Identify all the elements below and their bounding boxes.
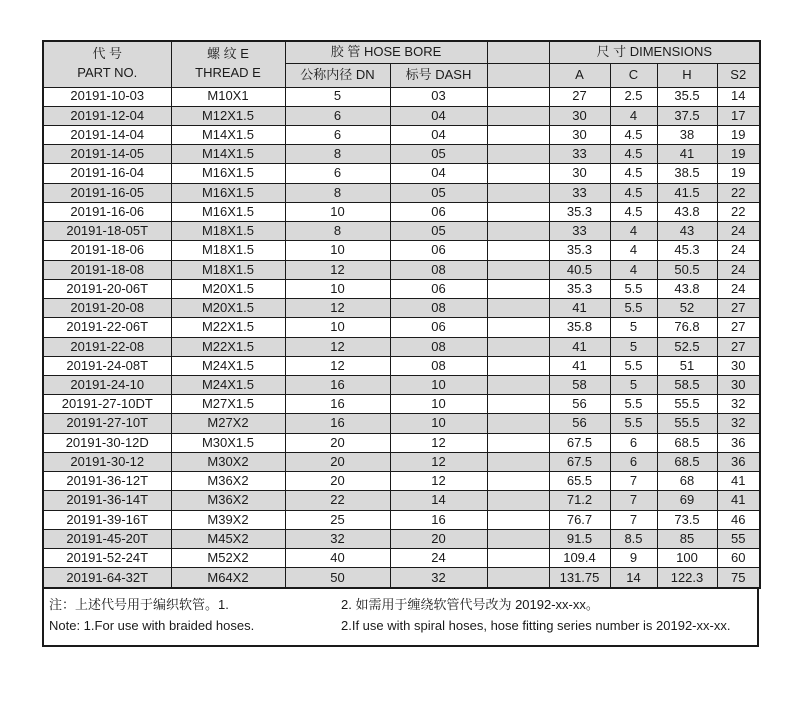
spacer-cell xyxy=(487,452,549,471)
table-cell: 20191-14-04 xyxy=(43,125,171,144)
table-cell: 45.3 xyxy=(657,241,717,260)
table-cell: 12 xyxy=(285,337,390,356)
table-cell: M24X1.5 xyxy=(171,376,285,395)
table-cell: 12 xyxy=(390,472,487,491)
table-cell: 27 xyxy=(717,318,760,337)
spacer-cell xyxy=(487,145,549,164)
table-cell: 30 xyxy=(549,164,610,183)
table-cell: M39X2 xyxy=(171,510,285,529)
table-cell: M24X1.5 xyxy=(171,356,285,375)
table-cell: 4.5 xyxy=(610,164,657,183)
col-header-thread-zh: 螺 纹 E xyxy=(207,46,249,62)
spacer-cell xyxy=(487,299,549,318)
table-row xyxy=(43,376,760,395)
table-cell: 12 xyxy=(285,299,390,318)
table-cell: 55.5 xyxy=(657,395,717,414)
table-cell: 06 xyxy=(390,202,487,221)
table-cell: 68.5 xyxy=(657,433,717,452)
table-cell: 75 xyxy=(717,568,760,588)
table-cell: 41 xyxy=(717,472,760,491)
table-row xyxy=(43,222,760,241)
table-cell: 20 xyxy=(285,433,390,452)
table-cell: 12 xyxy=(390,433,487,452)
table-cell: 5 xyxy=(610,318,657,337)
table-cell: M16X1.5 xyxy=(171,183,285,202)
table-cell: 19 xyxy=(717,164,760,183)
table-cell: 4 xyxy=(610,222,657,241)
table-cell: 04 xyxy=(390,125,487,144)
col-header-part-no xyxy=(43,41,171,87)
table-cell: 27 xyxy=(549,87,610,106)
table-row xyxy=(43,510,760,529)
table-cell: 7 xyxy=(610,491,657,510)
table-cell: 16 xyxy=(285,376,390,395)
table-cell: 22 xyxy=(717,183,760,202)
table-cell: 9 xyxy=(610,549,657,568)
table-cell: 20191-16-04 xyxy=(43,164,171,183)
table-cell: 20191-27-10DT xyxy=(43,395,171,414)
table-cell: 32 xyxy=(717,395,760,414)
table-cell: 30 xyxy=(717,356,760,375)
table-row xyxy=(43,337,760,356)
table-cell: M36X2 xyxy=(171,472,285,491)
table-cell: 35.8 xyxy=(549,318,610,337)
table-cell: 20191-39-16T xyxy=(43,510,171,529)
spacer-cell xyxy=(487,260,549,279)
table-cell: 20191-16-05 xyxy=(43,183,171,202)
table-cell: 36 xyxy=(717,433,760,452)
table-cell: 10 xyxy=(390,376,487,395)
table-cell: 38.5 xyxy=(657,164,717,183)
table-cell: 20191-12-04 xyxy=(43,106,171,125)
spacer-cell xyxy=(487,472,549,491)
spacer-cell xyxy=(487,106,549,125)
table-cell: 38 xyxy=(657,125,717,144)
table-cell: 10 xyxy=(390,414,487,433)
table-cell: 32 xyxy=(390,568,487,588)
table-cell: 35.5 xyxy=(657,87,717,106)
spacer-header-top xyxy=(487,41,549,63)
table-cell: 2.5 xyxy=(610,87,657,106)
table-cell: 16 xyxy=(390,510,487,529)
table-cell: M27X1.5 xyxy=(171,395,285,414)
table-cell: 40.5 xyxy=(549,260,610,279)
spacer-cell xyxy=(487,491,549,510)
spacer-cell xyxy=(487,356,549,375)
table-row xyxy=(43,395,760,414)
table-row xyxy=(43,472,760,491)
table-cell: 5.5 xyxy=(610,356,657,375)
table-row xyxy=(43,568,760,588)
footnote-zh-1: 注：上述代号用于编织软管。1. xyxy=(49,597,229,612)
table-cell: 20191-22-08 xyxy=(43,337,171,356)
table-cell: 24 xyxy=(717,279,760,298)
table-cell: 8 xyxy=(285,145,390,164)
table-cell: 30 xyxy=(549,106,610,125)
col-header-dim-c: C xyxy=(610,63,657,87)
table-cell: 20191-18-08 xyxy=(43,260,171,279)
table-cell: 05 xyxy=(390,145,487,164)
table-cell: 20191-45-20T xyxy=(43,529,171,548)
table-cell: 24 xyxy=(390,549,487,568)
table-row xyxy=(43,202,760,221)
table-cell: 5 xyxy=(285,87,390,106)
footnote-zh-2: 2. 如需用于缠绕软管代号改为 20192-xx-xx。 xyxy=(341,597,599,612)
table-cell: 73.5 xyxy=(657,510,717,529)
hose-fitting-spec-table xyxy=(42,40,761,589)
table-cell: 5.5 xyxy=(610,414,657,433)
table-cell: M16X1.5 xyxy=(171,202,285,221)
table-cell: 76.8 xyxy=(657,318,717,337)
table-row xyxy=(43,433,760,452)
table-cell: 22 xyxy=(285,491,390,510)
table-row xyxy=(43,183,760,202)
table-cell: 20191-10-03 xyxy=(43,87,171,106)
table-cell: 05 xyxy=(390,183,487,202)
table-cell: 6 xyxy=(610,452,657,471)
table-cell: 4 xyxy=(610,106,657,125)
table-cell: M64X2 xyxy=(171,568,285,588)
table-cell: 35.3 xyxy=(549,241,610,260)
table-row xyxy=(43,356,760,375)
table-row xyxy=(43,452,760,471)
table-cell: 20191-36-12T xyxy=(43,472,171,491)
table-row xyxy=(43,491,760,510)
table-cell: 20 xyxy=(285,472,390,491)
table-row xyxy=(43,529,760,548)
table-cell: 20191-18-05T xyxy=(43,222,171,241)
spacer-cell xyxy=(487,433,549,452)
table-cell: 67.5 xyxy=(549,433,610,452)
table-cell: M18X1.5 xyxy=(171,241,285,260)
spacer-cell xyxy=(487,222,549,241)
table-cell: 4 xyxy=(610,241,657,260)
spacer-cell xyxy=(487,376,549,395)
table-cell: 20191-24-10 xyxy=(43,376,171,395)
table-cell: M52X2 xyxy=(171,549,285,568)
table-cell: 4.5 xyxy=(610,183,657,202)
table-cell: 65.5 xyxy=(549,472,610,491)
table-body xyxy=(43,87,760,588)
table-cell: 03 xyxy=(390,87,487,106)
table-cell: 20191-16-06 xyxy=(43,202,171,221)
table-cell: 14 xyxy=(610,568,657,588)
table-cell: 8 xyxy=(285,183,390,202)
table-cell: 41 xyxy=(549,299,610,318)
table-cell: 04 xyxy=(390,106,487,125)
table-cell: M16X1.5 xyxy=(171,164,285,183)
table-row xyxy=(43,260,760,279)
table-cell: 5 xyxy=(610,337,657,356)
table-cell: 40 xyxy=(285,549,390,568)
table-cell: 58 xyxy=(549,376,610,395)
table-cell: 58.5 xyxy=(657,376,717,395)
table-row xyxy=(43,299,760,318)
col-header-dim-a: A xyxy=(549,63,610,87)
table-cell: M18X1.5 xyxy=(171,222,285,241)
col-header-thread-en: THREAD E xyxy=(195,65,261,81)
table-row xyxy=(43,549,760,568)
table-cell: 6 xyxy=(610,433,657,452)
table-cell: 91.5 xyxy=(549,529,610,548)
table-cell: 06 xyxy=(390,279,487,298)
table-cell: 52.5 xyxy=(657,337,717,356)
table-cell: 131.75 xyxy=(549,568,610,588)
table-cell: 20191-30-12 xyxy=(43,452,171,471)
col-header-dim-h: H xyxy=(657,63,717,87)
spacer-cell xyxy=(487,395,549,414)
table-cell: 6 xyxy=(285,125,390,144)
table-cell: 20 xyxy=(285,452,390,471)
table-cell: 85 xyxy=(657,529,717,548)
table-cell: 05 xyxy=(390,222,487,241)
table-cell: 10 xyxy=(390,395,487,414)
table-cell: 30 xyxy=(717,376,760,395)
table-cell: 122.3 xyxy=(657,568,717,588)
spacer-cell xyxy=(487,87,549,106)
spacer-header-bottom xyxy=(487,63,549,87)
table-cell: 08 xyxy=(390,299,487,318)
group-header-hose-bore: 胶 管 HOSE BORE xyxy=(285,41,487,63)
table-cell: 46 xyxy=(717,510,760,529)
table-cell: 5.5 xyxy=(610,279,657,298)
table-cell: 27 xyxy=(717,299,760,318)
table-cell: 33 xyxy=(549,183,610,202)
table-cell: 76.7 xyxy=(549,510,610,529)
table-cell: 5.5 xyxy=(610,299,657,318)
table-cell: 14 xyxy=(390,491,487,510)
table-cell: 56 xyxy=(549,414,610,433)
table-cell: M45X2 xyxy=(171,529,285,548)
table-cell: M14X1.5 xyxy=(171,145,285,164)
table-cell: 69 xyxy=(657,491,717,510)
table-cell: 08 xyxy=(390,337,487,356)
table-cell: 4.5 xyxy=(610,125,657,144)
table-cell: 08 xyxy=(390,260,487,279)
footnote-en-2: 2.If use with spiral hoses, hose fitting series number is 20192-xx-xx. xyxy=(341,618,731,634)
table-cell: M22X1.5 xyxy=(171,318,285,337)
table-cell: 12 xyxy=(285,356,390,375)
table-cell: 37.5 xyxy=(657,106,717,125)
table-row xyxy=(43,241,760,260)
table-cell: 41 xyxy=(717,491,760,510)
table-cell: 27 xyxy=(717,337,760,356)
table-header xyxy=(43,41,760,87)
spacer-cell xyxy=(487,279,549,298)
table-cell: 19 xyxy=(717,125,760,144)
spec-table-document xyxy=(42,40,759,647)
table-cell: 20191-18-06 xyxy=(43,241,171,260)
table-row xyxy=(43,414,760,433)
table-cell: 43 xyxy=(657,222,717,241)
table-cell: 35.3 xyxy=(549,279,610,298)
table-cell: M30X1.5 xyxy=(171,433,285,452)
table-cell: 20191-24-08T xyxy=(43,356,171,375)
table-cell: 24 xyxy=(717,222,760,241)
table-cell: 109.4 xyxy=(549,549,610,568)
table-cell: 4 xyxy=(610,260,657,279)
table-cell: 43.8 xyxy=(657,279,717,298)
table-cell: 6 xyxy=(285,106,390,125)
spacer-cell xyxy=(487,202,549,221)
table-cell: 71.2 xyxy=(549,491,610,510)
spacer-cell xyxy=(487,337,549,356)
table-cell: 20191-52-24T xyxy=(43,549,171,568)
spacer-cell xyxy=(487,568,549,588)
table-cell: 10 xyxy=(285,202,390,221)
group-header-dimensions: 尺 寸 DIMENSIONS xyxy=(549,41,760,63)
table-cell: M22X1.5 xyxy=(171,337,285,356)
table-row xyxy=(43,318,760,337)
table-cell: 55 xyxy=(717,529,760,548)
col-header-dn: 公称内径 DN xyxy=(285,63,390,87)
table-cell: 04 xyxy=(390,164,487,183)
table-cell: 16 xyxy=(285,414,390,433)
table-cell: 16 xyxy=(285,395,390,414)
table-cell: 20191-22-06T xyxy=(43,318,171,337)
table-cell: 20191-14-05 xyxy=(43,145,171,164)
table-cell: 5.5 xyxy=(610,395,657,414)
table-cell: 20191-27-10T xyxy=(43,414,171,433)
spacer-cell xyxy=(487,318,549,337)
table-cell: 8.5 xyxy=(610,529,657,548)
table-cell: M27X2 xyxy=(171,414,285,433)
spacer-cell xyxy=(487,164,549,183)
table-cell: 17 xyxy=(717,106,760,125)
table-row xyxy=(43,87,760,106)
table-cell: 67.5 xyxy=(549,452,610,471)
table-cell: 10 xyxy=(285,241,390,260)
table-cell: 32 xyxy=(717,414,760,433)
table-cell: 56 xyxy=(549,395,610,414)
table-cell: 4.5 xyxy=(610,202,657,221)
table-cell: 24 xyxy=(717,241,760,260)
table-cell: 08 xyxy=(390,356,487,375)
table-cell: 12 xyxy=(390,452,487,471)
table-cell: 41 xyxy=(549,337,610,356)
table-cell: 33 xyxy=(549,222,610,241)
table-cell: 20191-20-06T xyxy=(43,279,171,298)
table-row xyxy=(43,279,760,298)
footnotes-box xyxy=(42,589,759,647)
table-cell: 14 xyxy=(717,87,760,106)
table-cell: M10X1 xyxy=(171,87,285,106)
table-row xyxy=(43,125,760,144)
table-cell: 19 xyxy=(717,145,760,164)
table-cell: 10 xyxy=(285,318,390,337)
table-cell: 7 xyxy=(610,472,657,491)
table-cell: 20 xyxy=(390,529,487,548)
table-cell: 68 xyxy=(657,472,717,491)
table-cell: M14X1.5 xyxy=(171,125,285,144)
spacer-cell xyxy=(487,183,549,202)
col-header-dash: 标号 DASH xyxy=(390,63,487,87)
spacer-cell xyxy=(487,125,549,144)
table-cell: 06 xyxy=(390,241,487,260)
table-cell: M12X1.5 xyxy=(171,106,285,125)
footnote-en-1: Note: 1.For use with braided hoses. xyxy=(49,618,255,634)
table-row xyxy=(43,164,760,183)
table-cell: 51 xyxy=(657,356,717,375)
table-cell: 20191-36-14T xyxy=(43,491,171,510)
table-cell: 06 xyxy=(390,318,487,337)
table-cell: 4.5 xyxy=(610,145,657,164)
table-cell: 8 xyxy=(285,222,390,241)
table-cell: 43.8 xyxy=(657,202,717,221)
spacer-cell xyxy=(487,241,549,260)
table-cell: 50.5 xyxy=(657,260,717,279)
table-cell: 12 xyxy=(285,260,390,279)
table-cell: 5 xyxy=(610,376,657,395)
table-cell: 52 xyxy=(657,299,717,318)
spacer-cell xyxy=(487,510,549,529)
table-cell: 60 xyxy=(717,549,760,568)
spacer-cell xyxy=(487,529,549,548)
table-cell: M20X1.5 xyxy=(171,279,285,298)
col-header-dim-s2: S2 xyxy=(717,63,760,87)
table-cell: 41 xyxy=(549,356,610,375)
table-cell: 68.5 xyxy=(657,452,717,471)
table-cell: M30X2 xyxy=(171,452,285,471)
table-cell: 55.5 xyxy=(657,414,717,433)
table-cell: 22 xyxy=(717,202,760,221)
table-cell: 50 xyxy=(285,568,390,588)
table-cell: 20191-64-32T xyxy=(43,568,171,588)
table-row xyxy=(43,106,760,125)
table-cell: M18X1.5 xyxy=(171,260,285,279)
spacer-cell xyxy=(487,414,549,433)
col-header-part-no-zh: 代 号 xyxy=(92,46,123,62)
table-cell: 24 xyxy=(717,260,760,279)
table-cell: 30 xyxy=(549,125,610,144)
col-header-part-no-en: PART NO. xyxy=(77,65,138,81)
table-cell: 32 xyxy=(285,529,390,548)
table-cell: 100 xyxy=(657,549,717,568)
table-cell: M36X2 xyxy=(171,491,285,510)
table-cell: 20191-30-12D xyxy=(43,433,171,452)
table-cell: 7 xyxy=(610,510,657,529)
table-cell: 35.3 xyxy=(549,202,610,221)
header-row-groups xyxy=(43,41,760,63)
table-cell: 41.5 xyxy=(657,183,717,202)
table-cell: 25 xyxy=(285,510,390,529)
table-cell: 20191-20-08 xyxy=(43,299,171,318)
spacer-cell xyxy=(487,549,549,568)
table-cell: 41 xyxy=(657,145,717,164)
table-cell: 6 xyxy=(285,164,390,183)
footnote-line-zh xyxy=(49,594,753,615)
col-header-thread xyxy=(171,41,285,87)
table-cell: 33 xyxy=(549,145,610,164)
table-cell: 10 xyxy=(285,279,390,298)
table-row xyxy=(43,145,760,164)
table-cell: 36 xyxy=(717,452,760,471)
table-cell: M20X1.5 xyxy=(171,299,285,318)
footnote-line-en xyxy=(49,615,753,636)
